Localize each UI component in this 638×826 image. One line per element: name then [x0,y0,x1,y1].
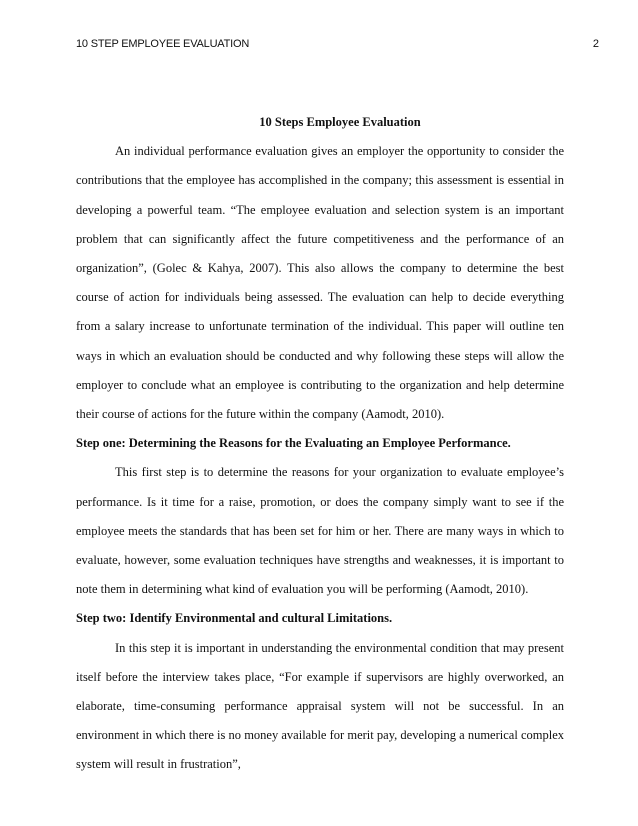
document-title: 10 Steps Employee Evaluation [259,115,421,129]
running-head: 10 STEP EMPLOYEE EVALUATION [76,38,250,50]
step-two-paragraph: In this step it is important in understanding the environmental condition that may present itself before the interview takes place, “For example if supervisors are highly overworked, an elaborate, time-consuming performance appraisal system will not be successful. In an environment in which there is no money available for merit pay, developing a numerical complex system will result in frustration”, [76,640,564,772]
step-two-heading: Step two: Identify Environmental and cultural Limitations. [76,611,393,626]
intro-paragraph: An individual performance evaluation gives an employer the opportunity to consider the contributions that the employee has accomplished in the company; this assessment is essential in developing a powerful team. “The employee evaluation and selection system is an important problem that can significantly affect the future competitiveness and the performance of an organization”, (Golec & Kahya, 2007). This also allows the company to determine the best course of action for individuals being assessed. The evaluation can help to decide everything from a salary increase to unfortunate termination of the individual. This paper will outline ten ways in which an evaluation should be conducted and why following these steps will allow the employer to conclude what an employee is contributing to the organization and help determine their course of actions for the future within the company (Aamodt, 2010). [76,144,564,422]
step-one-heading: Step one: Determining the Reasons for the Evaluating an Employee Performance. [76,436,511,451]
page-number: 2 [592,38,599,50]
document-body [76,108,564,780]
step-one-paragraph: This first step is to determine the reasons for your organization to evaluate employee’s performance. Is it time for a raise, promotion, or does the company simply want to see if the employee meets the standards that has been set for him or her. There are many ways in which to evaluate, however, some evaluation techniques have strengths and weaknesses, it is important to note them in determining what kind of evaluation you will be performing (Aamodt, 2010). [76,465,564,597]
